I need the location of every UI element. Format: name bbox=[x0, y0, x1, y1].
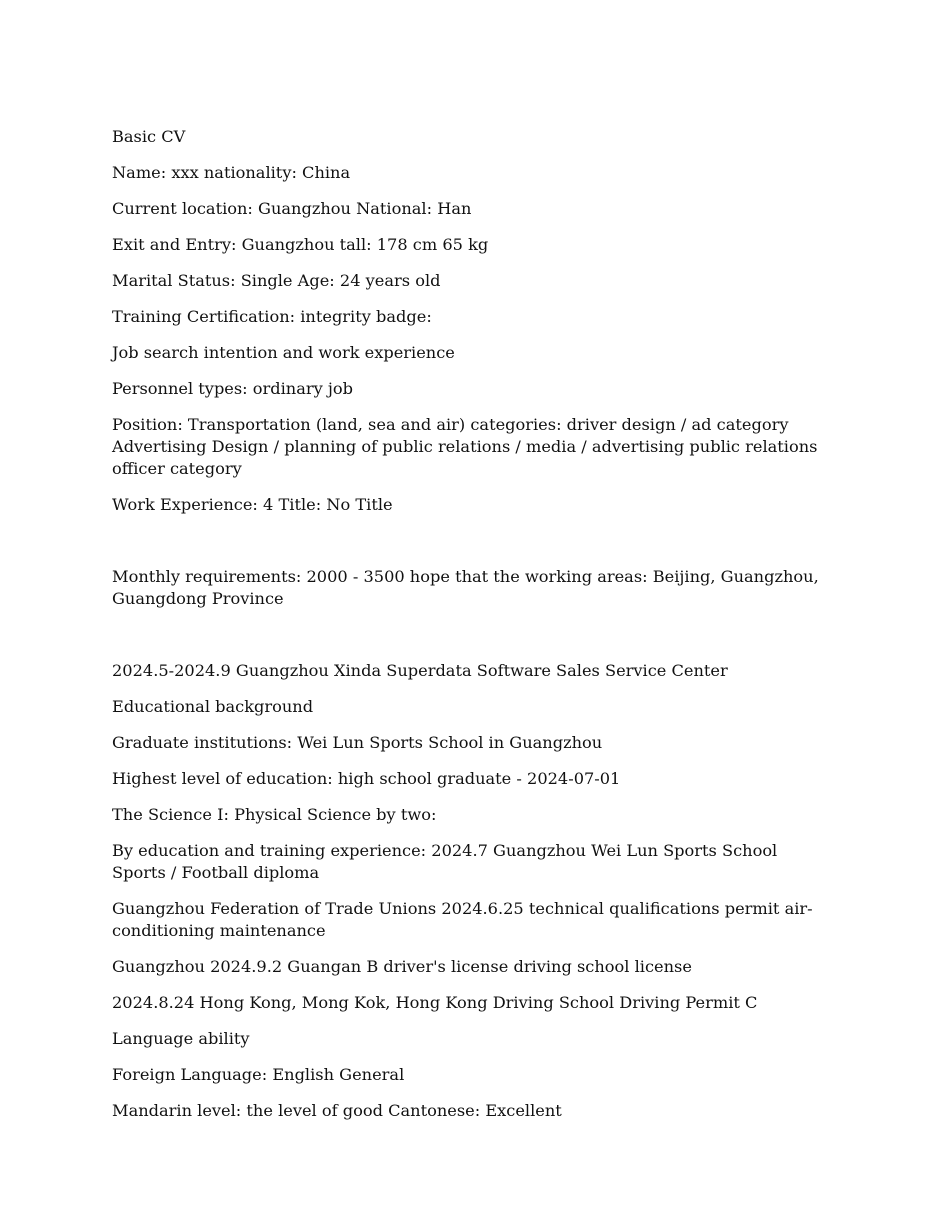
certification-line: Training Certification: integrity badge: bbox=[112, 307, 432, 326]
highest-education-line: Highest level of education: high school graduate - 2024-07-01 bbox=[112, 769, 621, 788]
training-experience-line: By education and training experience: 2024.7 Guangzhou Wei Lun Sports School Sports / Football diploma bbox=[112, 841, 778, 882]
language-ability-heading: Language ability bbox=[112, 1029, 250, 1048]
drivers-license-line: Guangzhou 2024.9.2 Guangan B driver's license driving school license bbox=[112, 957, 692, 976]
cv-document bbox=[112, 126, 828, 1136]
location-line: Current location: Guangzhou National: Han bbox=[112, 199, 472, 218]
exit-entry-line: Exit and Entry: Guangzhou tall: 178 cm 65 kg bbox=[112, 235, 489, 254]
employment-history-line: 2024.5-2024.9 Guangzhou Xinda Superdata Software Sales Service Center bbox=[112, 661, 728, 680]
cv-title: Basic CV bbox=[112, 127, 186, 146]
marital-age-line: Marital Status: Single Age: 24 years old bbox=[112, 271, 441, 290]
graduate-institution-line: Graduate institutions: Wei Lun Sports School in Guangzhou bbox=[112, 733, 603, 752]
personnel-type-line: Personnel types: ordinary job bbox=[112, 379, 354, 398]
trade-union-qualification-line: Guangzhou Federation of Trade Unions 2024.6.25 technical qualifications permit air-conditioning maintenance bbox=[112, 899, 813, 940]
foreign-language-line: Foreign Language: English General bbox=[112, 1065, 405, 1084]
mandarin-level-line: Mandarin level: the level of good Cantonese: Excellent bbox=[112, 1101, 562, 1120]
job-intention-heading: Job search intention and work experience bbox=[112, 343, 455, 362]
work-experience-line: Work Experience: 4 Title: No Title bbox=[112, 495, 393, 514]
driving-permit-line: 2024.8.24 Hong Kong, Mong Kok, Hong Kong Driving School Driving Permit C bbox=[112, 993, 758, 1012]
science-line: The Science I: Physical Science by two: bbox=[112, 805, 437, 824]
education-heading: Educational background bbox=[112, 697, 314, 716]
blank-line bbox=[112, 624, 828, 646]
monthly-requirements-line: Monthly requirements: 2000 - 3500 hope that the working areas: Beijing, Guangzhou, Guangdong Province bbox=[112, 567, 819, 608]
name-nationality-line: Name: xxx nationality: China bbox=[112, 163, 351, 182]
position-line: Position: Transportation (land, sea and air) categories: driver design / ad category Advertising Design / planning of public relations / media / advertising public relations officer category bbox=[112, 415, 818, 478]
blank-line bbox=[112, 530, 828, 552]
